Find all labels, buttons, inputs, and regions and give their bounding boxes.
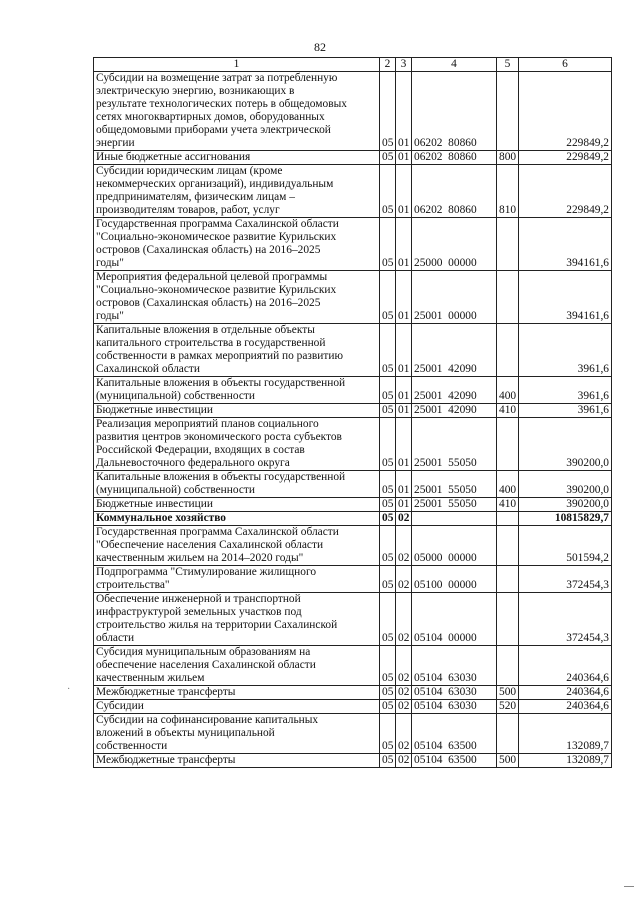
row-target-code: 25001 55050: [412, 471, 497, 498]
row-section: 05: [380, 714, 396, 754]
row-amount: 240364,6: [519, 646, 612, 686]
row-section: 05: [380, 754, 396, 768]
table-row: [94, 566, 612, 593]
header-amount: 6: [519, 58, 612, 72]
row-subsection: 01: [396, 324, 412, 377]
row-name-line: инфраструктурой земельных участков под: [96, 606, 302, 618]
row-name-line: Капитальные вложения в объекты государственной: [96, 377, 346, 389]
row-subsection: 01: [396, 471, 412, 498]
row-name: [94, 700, 380, 714]
row-amount: 132089,7: [519, 714, 612, 754]
row-name-line: "Социально-экономическое развитие Курильских: [96, 231, 337, 243]
row-subsection: 02: [396, 566, 412, 593]
row-name: [94, 324, 380, 377]
row-name-line: Субсидии юридическим лицам (кроме: [96, 165, 283, 177]
row-section: 05: [380, 700, 396, 714]
table-row: [94, 646, 612, 686]
row-name-line: (муниципальной) собственности: [96, 484, 255, 496]
row-name-line: сетях многоквартирных домов, оборудованных: [96, 111, 325, 123]
row-section: 05: [380, 271, 396, 324]
row-expense-type: 400: [497, 377, 519, 404]
table-row: [94, 377, 612, 404]
row-subsection: 01: [396, 404, 412, 418]
row-name-line: Государственная программа Сахалинской области: [96, 218, 339, 230]
row-name-line: островов (Сахалинская область) на 2016–2025: [96, 297, 321, 309]
table-row: [94, 404, 612, 418]
row-name: [94, 218, 380, 271]
table-row: [94, 593, 612, 646]
row-name-line: Бюджетные инвестиции: [96, 498, 213, 510]
row-expense-type: [497, 271, 519, 324]
row-name: [94, 271, 380, 324]
row-amount: 3961,6: [519, 404, 612, 418]
row-expense-type: 500: [497, 686, 519, 700]
row-subsection: 01: [396, 377, 412, 404]
row-subsection: 02: [396, 686, 412, 700]
row-name-line: производителям товаров, работ, услуг: [96, 204, 280, 216]
row-name-line: общедомовыми приборами учета электрической: [96, 124, 331, 136]
header-subsection: 3: [396, 58, 412, 72]
table-row: [94, 512, 612, 526]
row-expense-type: 810: [497, 165, 519, 218]
row-name-line: области: [96, 632, 135, 644]
row-section: 05: [380, 377, 396, 404]
row-amount: 394161,6: [519, 271, 612, 324]
row-name-line: Дальневосточного федерального округа: [96, 457, 290, 469]
row-name-line: Субсидии: [96, 700, 144, 712]
row-name-line: Коммунальное хозяйство: [96, 512, 226, 524]
row-name-line: островов (Сахалинская область) на 2016–2025: [96, 244, 321, 256]
row-target-code: 05104 63030: [412, 700, 497, 714]
row-amount: 3961,6: [519, 377, 612, 404]
row-amount: 132089,7: [519, 754, 612, 768]
row-target-code: 05104 00000: [412, 593, 497, 646]
row-target-code: 25001 42090: [412, 324, 497, 377]
row-name-line: обеспечение населения Сахалинской области: [96, 659, 316, 671]
row-subsection: 01: [396, 165, 412, 218]
table-row: [94, 324, 612, 377]
row-name: [94, 526, 380, 566]
row-name-line: Капитальные вложения в объекты государственной: [96, 471, 346, 483]
table-row: [94, 271, 612, 324]
row-name-line: Сахалинской области: [96, 363, 200, 375]
row-name-line: вложений в объекты муниципальной: [96, 727, 275, 739]
row-section: 05: [380, 72, 396, 151]
row-amount: 229849,2: [519, 72, 612, 151]
row-section: 05: [380, 151, 396, 165]
table-header-row: [94, 58, 612, 72]
row-expense-type: [497, 646, 519, 686]
row-target-code: 25001 55050: [412, 418, 497, 471]
header-target-code: 4: [412, 58, 497, 72]
table-row: [94, 714, 612, 754]
row-target-code: 05104 63030: [412, 686, 497, 700]
row-subsection: 01: [396, 151, 412, 165]
row-name-line: строительство жилья на территории Сахалинской: [96, 619, 338, 631]
row-name: [94, 593, 380, 646]
row-name-line: Субсидия муниципальным образованиям на: [96, 646, 311, 658]
page-number: 82: [314, 40, 326, 54]
row-name-line: Межбюджетные трансферты: [96, 754, 236, 766]
row-section: 05: [380, 512, 396, 526]
row-subsection: 02: [396, 700, 412, 714]
row-expense-type: 800: [497, 151, 519, 165]
row-name: [94, 151, 380, 165]
row-target-code: [412, 512, 497, 526]
row-subsection: 01: [396, 271, 412, 324]
row-subsection: 02: [396, 754, 412, 768]
row-name: [94, 377, 380, 404]
row-amount: 372454,3: [519, 593, 612, 646]
row-expense-type: [497, 714, 519, 754]
row-target-code: 06202 80860: [412, 72, 497, 151]
row-expense-type: [497, 526, 519, 566]
row-name-line: развития центров экономического роста субъектов: [96, 431, 342, 443]
row-subsection: 01: [396, 498, 412, 512]
table-row: [94, 754, 612, 768]
row-expense-type: [497, 218, 519, 271]
row-section: 05: [380, 471, 396, 498]
row-section: 05: [380, 165, 396, 218]
row-expense-type: 500: [497, 754, 519, 768]
row-name: [94, 498, 380, 512]
row-target-code: 05104 63500: [412, 754, 497, 768]
row-target-code: 25001 00000: [412, 271, 497, 324]
table-row: [94, 72, 612, 151]
row-name-line: Российской Федерации, входящих в состав: [96, 444, 305, 456]
row-name-line: Мероприятия федеральной целевой программы: [96, 271, 328, 283]
row-subsection: 02: [396, 593, 412, 646]
row-subsection: 01: [396, 418, 412, 471]
table-row: [94, 700, 612, 714]
header-section: 2: [380, 58, 396, 72]
margin-mark: ·: [67, 684, 71, 695]
row-name-line: собственности: [96, 740, 168, 752]
row-section: 05: [380, 686, 396, 700]
row-section: 05: [380, 418, 396, 471]
row-name-line: качественным жильем: [96, 672, 205, 684]
row-name-line: Субсидии на возмещение затрат за потребленную: [96, 72, 338, 84]
row-subsection: 01: [396, 72, 412, 151]
row-section: 05: [380, 646, 396, 686]
row-name: [94, 686, 380, 700]
table-row: [94, 526, 612, 566]
row-target-code: 06202 80860: [412, 151, 497, 165]
row-amount: 229849,2: [519, 165, 612, 218]
row-name-line: Межбюджетные трансферты: [96, 686, 236, 698]
row-expense-type: 410: [497, 404, 519, 418]
row-expense-type: 410: [497, 498, 519, 512]
row-amount: 240364,6: [519, 686, 612, 700]
row-amount: 240364,6: [519, 700, 612, 714]
row-name: [94, 72, 380, 151]
row-name-line: Субсидии на софинансирование капитальных: [96, 714, 319, 726]
row-amount: 390200,0: [519, 471, 612, 498]
row-section: 05: [380, 526, 396, 566]
row-section: 05: [380, 593, 396, 646]
row-subsection: 02: [396, 526, 412, 566]
row-name-line: собственности в рамках мероприятий по развитию: [96, 350, 343, 362]
row-expense-type: [497, 512, 519, 526]
row-name-line: "Социально-экономическое развитие Курильских: [96, 284, 337, 296]
header-expense-type: 5: [497, 58, 519, 72]
row-name-line: результате технологических потерь в общедомовых: [96, 98, 347, 110]
row-name-line: энергии: [96, 137, 135, 149]
table-row: [94, 218, 612, 271]
row-amount: 10815829,7: [519, 512, 612, 526]
row-section: 05: [380, 218, 396, 271]
row-expense-type: [497, 324, 519, 377]
row-expense-type: 520: [497, 700, 519, 714]
row-name-line: годы": [96, 310, 124, 322]
row-name: [94, 714, 380, 754]
row-expense-type: [497, 72, 519, 151]
row-name: [94, 512, 380, 526]
row-name: [94, 418, 380, 471]
table-row: [94, 686, 612, 700]
row-amount: 394161,6: [519, 218, 612, 271]
row-target-code: 25001 55050: [412, 498, 497, 512]
row-amount: 3961,6: [519, 324, 612, 377]
row-amount: 501594,2: [519, 526, 612, 566]
table-row: [94, 418, 612, 471]
row-target-code: 05104 63500: [412, 714, 497, 754]
row-name-line: (муниципальной) собственности: [96, 390, 255, 402]
row-subsection: 01: [396, 218, 412, 271]
table-row: [94, 165, 612, 218]
row-name: [94, 566, 380, 593]
row-name-line: Бюджетные инвестиции: [96, 404, 213, 416]
row-target-code: 05104 63030: [412, 646, 497, 686]
row-section: 05: [380, 324, 396, 377]
row-target-code: 05100 00000: [412, 566, 497, 593]
row-name-line: годы": [96, 257, 124, 269]
row-amount: 229849,2: [519, 151, 612, 165]
row-name-line: некоммерческих организаций), индивидуальным: [96, 178, 334, 190]
row-expense-type: 400: [497, 471, 519, 498]
table-row: [94, 471, 612, 498]
row-subsection: 02: [396, 714, 412, 754]
row-expense-type: [497, 593, 519, 646]
row-name-line: строительства": [96, 579, 170, 591]
row-name-line: капитального строительства в государственной: [96, 337, 326, 349]
row-target-code: 25001 42090: [412, 377, 497, 404]
row-name-line: Подпрограмма "Стимулирование жилищного: [96, 566, 317, 578]
row-name-line: предпринимателям, физическим лицам –: [96, 191, 295, 203]
row-name-line: электрическую энергию, возникающих в: [96, 85, 295, 97]
table-row: [94, 498, 612, 512]
row-target-code: 06202 80860: [412, 165, 497, 218]
budget-table: [93, 57, 612, 768]
row-expense-type: [497, 418, 519, 471]
row-name: [94, 754, 380, 768]
header-name: 1: [94, 58, 380, 72]
row-name-line: "Обеспечение населения Сахалинской области: [96, 539, 324, 551]
row-section: 05: [380, 404, 396, 418]
row-section: 05: [380, 566, 396, 593]
row-amount: 390200,0: [519, 418, 612, 471]
row-name: [94, 646, 380, 686]
edge-mark: [624, 886, 634, 887]
row-target-code: 05000 00000: [412, 526, 497, 566]
row-target-code: 25000 00000: [412, 218, 497, 271]
row-amount: 390200,0: [519, 498, 612, 512]
row-amount: 372454,3: [519, 566, 612, 593]
row-name: [94, 471, 380, 498]
row-name-line: Капитальные вложения в отдельные объекты: [96, 324, 315, 336]
row-name-line: Иные бюджетные ассигнования: [96, 151, 251, 163]
row-target-code: 25001 42090: [412, 404, 497, 418]
row-name-line: Реализация мероприятий планов социального: [96, 418, 319, 430]
row-name: [94, 404, 380, 418]
row-name-line: качественным жильем на 2014–2020 годы": [96, 552, 304, 564]
row-section: 05: [380, 498, 396, 512]
row-expense-type: [497, 566, 519, 593]
row-name: [94, 165, 380, 218]
row-subsection: 02: [396, 646, 412, 686]
table-row: [94, 151, 612, 165]
row-subsection: 02: [396, 512, 412, 526]
row-name-line: Обеспечение инженерной и транспортной: [96, 593, 301, 605]
row-name-line: Государственная программа Сахалинской области: [96, 526, 339, 538]
table-body: [94, 72, 612, 768]
